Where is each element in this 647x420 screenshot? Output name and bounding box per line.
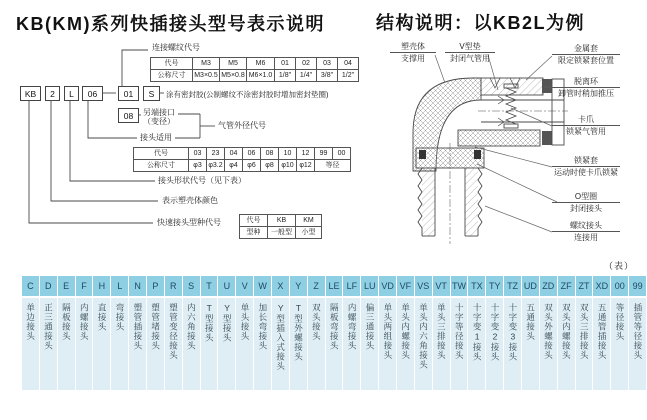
fitting-code: D bbox=[40, 276, 57, 296]
fitting-code: 99 bbox=[629, 276, 646, 296]
shell-color-label: 表示塑壳体颜色 bbox=[162, 196, 218, 205]
fitting-code: E bbox=[58, 276, 75, 296]
fitting-name: 插管等径接头 bbox=[632, 303, 643, 360]
cell: φ4 bbox=[225, 160, 243, 172]
fitting-type-column bbox=[254, 276, 271, 390]
cell: M3×0.5 bbox=[193, 70, 220, 82]
table-note: （表） bbox=[604, 261, 635, 271]
fitting-name: 塑管插接头 bbox=[132, 303, 143, 351]
fitting-name: 十字变3接头 bbox=[507, 303, 518, 362]
fitting-code: VD bbox=[379, 276, 396, 296]
fitting-code: R bbox=[165, 276, 182, 296]
other-port-sub-label: （变径） bbox=[143, 117, 175, 126]
fitting-name: 内螺接头 bbox=[79, 303, 90, 341]
fitting-type-column bbox=[486, 276, 503, 390]
fitting-code: ZF bbox=[558, 276, 575, 296]
cell: M3 bbox=[193, 58, 220, 70]
fitting-name: T型接头 bbox=[204, 303, 215, 343]
fitting-name: 隔板接头 bbox=[61, 303, 72, 341]
fitting-code: VF bbox=[397, 276, 414, 296]
fitting-name: 双头内螺接头 bbox=[561, 303, 572, 360]
right-title: 结构说明：以KB2L为例 bbox=[376, 13, 586, 33]
fitting-code: Z bbox=[308, 276, 325, 296]
fitting-type-column bbox=[183, 276, 200, 390]
fitting-type-column bbox=[58, 276, 75, 390]
fitting-name: 偏三通接头 bbox=[364, 303, 375, 351]
thread-code-table bbox=[150, 57, 359, 82]
fitting-type-column bbox=[236, 276, 253, 390]
callout-desc: 锁紧气管用 bbox=[566, 127, 606, 137]
fitting-type-column bbox=[397, 276, 414, 390]
cell: KM bbox=[296, 215, 322, 227]
code-box-thread: 01 bbox=[118, 86, 139, 101]
code-box-seal: S bbox=[143, 86, 160, 101]
fitting-code: LE bbox=[326, 276, 343, 296]
cell: 公称尺寸 bbox=[151, 70, 193, 82]
fitting-name: 直接头 bbox=[97, 303, 108, 332]
fitting-type-column bbox=[308, 276, 325, 390]
cell: 03 bbox=[317, 58, 338, 70]
cell: 03 bbox=[189, 148, 207, 160]
cell: 00 bbox=[333, 148, 351, 160]
callout-desc: 运动时使卡爪锁紧 bbox=[554, 168, 618, 178]
fitting-name: 单头内螺接头 bbox=[400, 303, 411, 360]
fitting-code: C bbox=[22, 276, 39, 296]
fitting-name: 隔板弯接头 bbox=[329, 303, 340, 351]
callout-o-ring bbox=[552, 192, 620, 213]
callout-desc: 封闭接头 bbox=[570, 204, 602, 214]
cell: φ10 bbox=[279, 160, 297, 172]
callout-threaded-end bbox=[552, 221, 620, 242]
fitting-name: 单头接头 bbox=[239, 303, 250, 341]
callout-claw bbox=[552, 115, 620, 136]
fitting-name: 正三通接头 bbox=[43, 303, 54, 351]
fitting-type-column bbox=[290, 276, 307, 390]
fitting-name: 加长弯接头 bbox=[257, 303, 268, 351]
code-box-color: 2 bbox=[45, 86, 60, 101]
fitting-name: 单头两组接头 bbox=[382, 303, 393, 360]
cell: 一般型 bbox=[268, 227, 296, 239]
cell: 23 bbox=[207, 148, 225, 160]
cell: 06 bbox=[243, 148, 261, 160]
fitting-name: 单边接头 bbox=[25, 303, 36, 341]
fitting-name: 单头内六角接头 bbox=[418, 303, 429, 370]
tube-od-code-label: 气管外径代号 bbox=[218, 121, 266, 130]
cell: 小型 bbox=[296, 227, 322, 239]
elbow-fitting-cutaway-drawing bbox=[378, 38, 628, 250]
fitting-name: Y型插入式接头 bbox=[275, 303, 286, 371]
fitting-code: Y bbox=[290, 276, 307, 296]
applicable-label: 接头适用 bbox=[140, 133, 172, 142]
cell: 04 bbox=[338, 58, 359, 70]
fitting-type-column bbox=[22, 276, 39, 390]
fitting-type-column bbox=[218, 276, 235, 390]
fitting-type-column bbox=[379, 276, 396, 390]
cell: M5×0.8 bbox=[220, 70, 247, 82]
code-box-series: KB bbox=[20, 86, 41, 101]
thread-code-label: 连接螺纹代号 bbox=[152, 43, 200, 52]
callout-desc: 支撑用 bbox=[401, 54, 425, 64]
cell: 代号 bbox=[151, 58, 193, 70]
fitting-code: L bbox=[111, 276, 128, 296]
fitting-type-column bbox=[165, 276, 182, 390]
callout-locking-sleeve bbox=[552, 156, 620, 177]
cell: φ8 bbox=[261, 160, 279, 172]
fitting-name: 内六角接头 bbox=[186, 303, 197, 351]
fitting-code: F bbox=[76, 276, 93, 296]
fitting-code: UD bbox=[522, 276, 539, 296]
callout-term: 锁紧套 bbox=[552, 156, 620, 167]
fitting-name: T型外螺接头 bbox=[293, 303, 304, 362]
fitting-name: 双头接头 bbox=[311, 303, 322, 341]
fitting-code: LU bbox=[361, 276, 378, 296]
callout-desc: 限定锁紧套位置 bbox=[558, 56, 614, 66]
fitting-type-column bbox=[433, 276, 450, 390]
fitting-name: 弯接头 bbox=[114, 303, 125, 332]
fitting-code: 00 bbox=[611, 276, 628, 296]
fitting-type-column bbox=[272, 276, 289, 390]
fitting-code: ZT bbox=[576, 276, 593, 296]
fitting-code: S bbox=[183, 276, 200, 296]
fitting-code: TW bbox=[451, 276, 468, 296]
cell: 01 bbox=[275, 58, 296, 70]
fitting-type-column bbox=[611, 276, 628, 390]
seal-note-label: 涂有密封胶(公制螺纹不涂密封胶时增加密封垫圈) bbox=[166, 90, 329, 99]
fitting-type-column bbox=[361, 276, 378, 390]
fitting-code: VT bbox=[433, 276, 450, 296]
fitting-type-column bbox=[40, 276, 57, 390]
cell: 1/4" bbox=[296, 70, 317, 82]
callout-term: 脱离环 bbox=[552, 77, 620, 88]
callout-shell bbox=[390, 42, 436, 63]
other-port-label: 另端接口 bbox=[143, 108, 175, 117]
cell: M6 bbox=[247, 58, 275, 70]
code-box-tube-size: 06 bbox=[82, 86, 103, 101]
shape-code-label: 接头形状代号（见下表） bbox=[158, 176, 246, 185]
fitting-name: 单头三排接头 bbox=[436, 303, 447, 360]
callout-term: V型垫 bbox=[445, 42, 495, 53]
fitting-name: Y型接头 bbox=[222, 303, 233, 343]
fitting-type-column bbox=[593, 276, 610, 390]
fitting-code: VS bbox=[415, 276, 432, 296]
fitting-type-column bbox=[576, 276, 593, 390]
cell: M6×1.0 bbox=[247, 70, 275, 82]
callout-term: 卡爪 bbox=[552, 115, 620, 126]
fitting-name: 双头三排接头 bbox=[579, 303, 590, 360]
left-title: KB(KM)系列快插接头型号表示说明 bbox=[16, 14, 325, 34]
cell: 公称尺寸 bbox=[134, 160, 189, 172]
cell: 1/2" bbox=[338, 70, 359, 82]
fitting-type-column bbox=[343, 276, 360, 390]
fitting-type-column bbox=[468, 276, 485, 390]
fitting-code: X bbox=[272, 276, 289, 296]
cell: 3/8" bbox=[317, 70, 338, 82]
code-box-shape: L bbox=[64, 86, 79, 101]
callout-metal-sleeve bbox=[552, 44, 620, 65]
fitting-code: P bbox=[147, 276, 164, 296]
cell: KB bbox=[268, 215, 296, 227]
callout-term: 螺纹接头 bbox=[552, 221, 620, 232]
fitting-type-column bbox=[129, 276, 146, 390]
fitting-code: TX bbox=[468, 276, 485, 296]
fitting-name: 塑管堵接头 bbox=[150, 303, 161, 351]
fitting-type-column bbox=[76, 276, 93, 390]
cell: φ6 bbox=[243, 160, 261, 172]
callout-desc: 封闭气管用 bbox=[450, 54, 490, 64]
fitting-name: 等径接头 bbox=[614, 303, 625, 341]
cell: φ12 bbox=[297, 160, 315, 172]
fitting-type-column bbox=[629, 276, 646, 390]
fitting-name: 内螺弯接头 bbox=[347, 303, 358, 351]
fitting-code: U bbox=[218, 276, 235, 296]
callout-term: O型圈 bbox=[552, 192, 620, 203]
series-code-label: 快速接头型种代号 bbox=[157, 218, 221, 227]
tube-od-table bbox=[133, 147, 351, 172]
fitting-name: 十字变2接头 bbox=[489, 303, 500, 362]
cell: 04 bbox=[225, 148, 243, 160]
fitting-name: 五通管插接头 bbox=[597, 303, 608, 360]
fitting-type-column bbox=[415, 276, 432, 390]
fitting-code: H bbox=[93, 276, 110, 296]
series-type-table bbox=[239, 214, 322, 239]
fitting-name: 塑管变径接头 bbox=[168, 303, 179, 360]
cell: φ3 bbox=[189, 160, 207, 172]
callout-desc: 连接用 bbox=[574, 233, 598, 243]
cell: 代号 bbox=[134, 148, 189, 160]
fitting-type-column bbox=[451, 276, 468, 390]
fitting-shape-table bbox=[22, 276, 646, 390]
fitting-code: TY bbox=[486, 276, 503, 296]
callout-release-ring bbox=[552, 77, 620, 98]
cell: 型种 bbox=[240, 227, 268, 239]
fitting-type-column bbox=[326, 276, 343, 390]
fitting-code: W bbox=[254, 276, 271, 296]
fitting-type-column bbox=[558, 276, 575, 390]
fitting-name: 十字变1接头 bbox=[472, 303, 483, 362]
fitting-name: 五通接头 bbox=[525, 303, 536, 341]
cell: 02 bbox=[296, 58, 317, 70]
fitting-type-column bbox=[111, 276, 128, 390]
fitting-type-column bbox=[93, 276, 110, 390]
callout-v-gasket bbox=[445, 42, 495, 63]
fitting-type-column bbox=[522, 276, 539, 390]
fitting-name: 双头外螺接头 bbox=[543, 303, 554, 360]
fitting-code: N bbox=[129, 276, 146, 296]
fitting-type-column bbox=[201, 276, 218, 390]
callout-term: 塑壳体 bbox=[390, 42, 436, 53]
fitting-type-column bbox=[504, 276, 521, 390]
fitting-code: T bbox=[201, 276, 218, 296]
code-box-alt-port: 08 bbox=[118, 108, 139, 123]
callout-desc: 卸管时稍加推压 bbox=[558, 89, 614, 99]
fitting-name: 十字等径接头 bbox=[454, 303, 465, 360]
fitting-type-column bbox=[147, 276, 164, 390]
fitting-code: LF bbox=[343, 276, 360, 296]
cell: M5 bbox=[220, 58, 247, 70]
cell: 99 bbox=[315, 148, 333, 160]
cell: φ3.2 bbox=[207, 160, 225, 172]
fitting-code: V bbox=[236, 276, 253, 296]
cell: 1/8" bbox=[275, 70, 296, 82]
fitting-type-column bbox=[540, 276, 557, 390]
cell: 代号 bbox=[240, 215, 268, 227]
callout-term: 金属套 bbox=[552, 44, 620, 55]
fitting-code: ZD bbox=[540, 276, 557, 296]
cell: 08 bbox=[261, 148, 279, 160]
fitting-code: XD bbox=[593, 276, 610, 296]
cell: 等径 bbox=[315, 160, 351, 172]
fitting-code: TZ bbox=[504, 276, 521, 296]
cell: 10 bbox=[279, 148, 297, 160]
cell: 12 bbox=[297, 148, 315, 160]
